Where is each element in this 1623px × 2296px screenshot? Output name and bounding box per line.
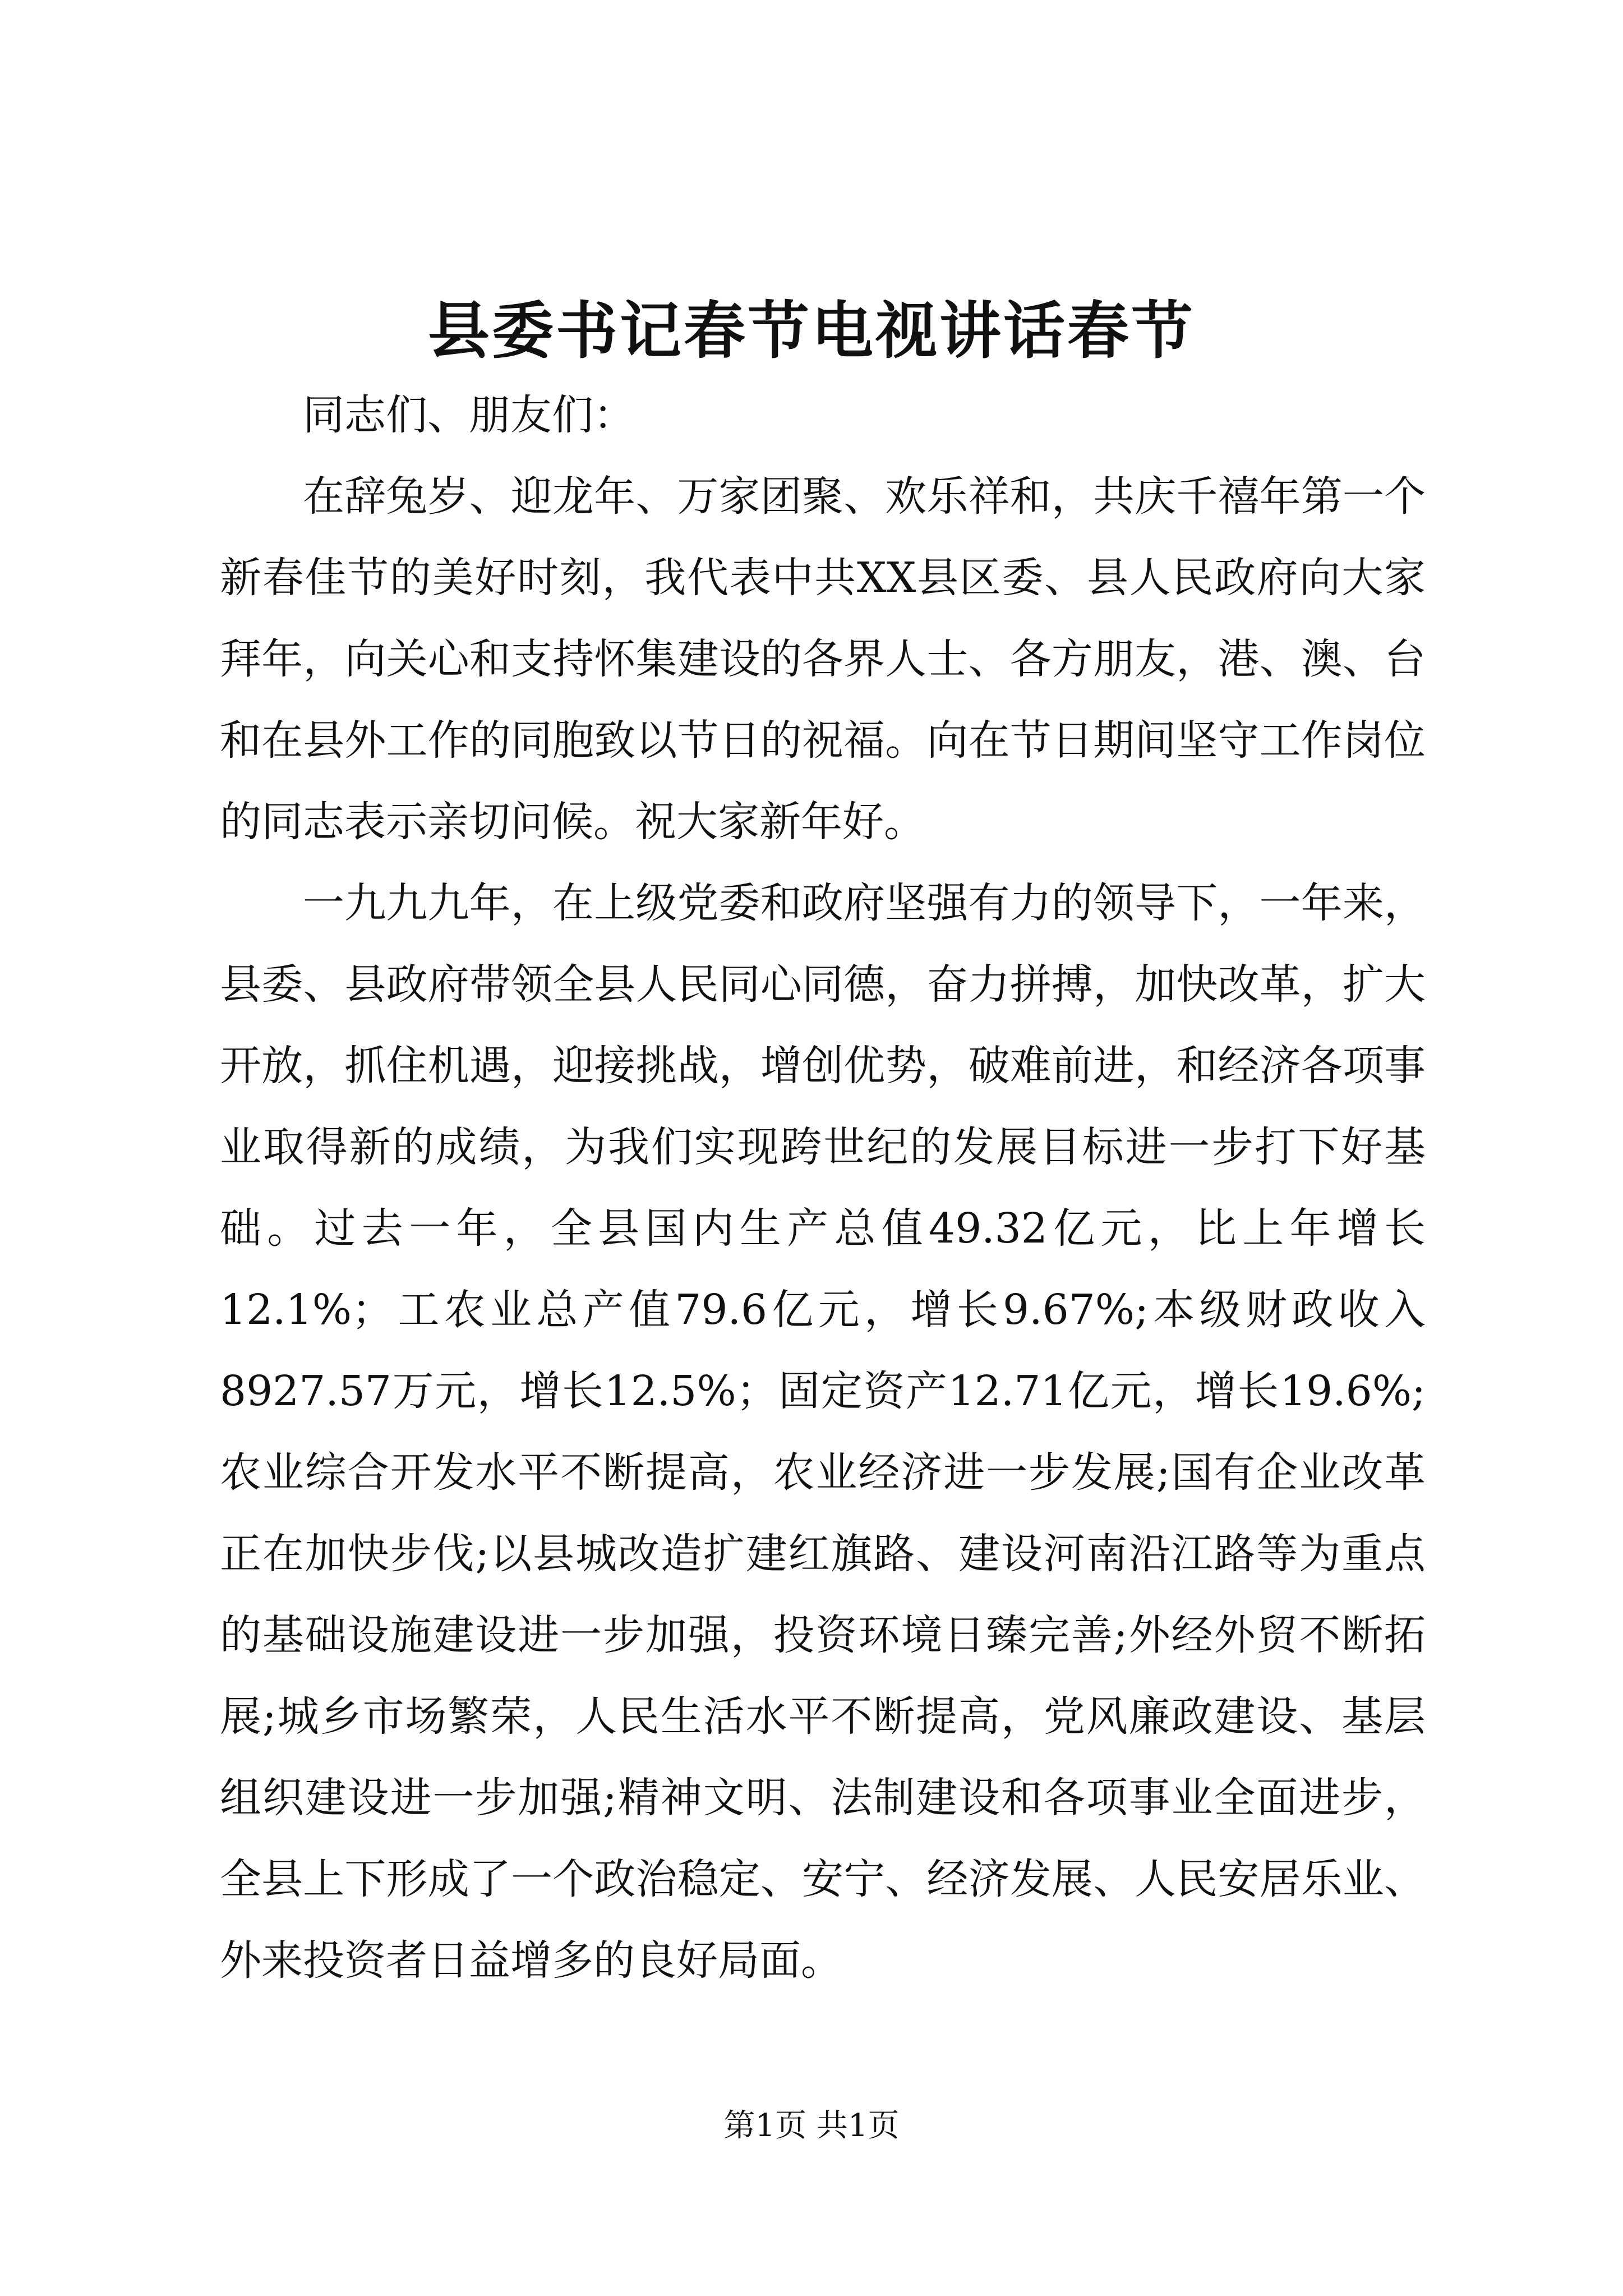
salutation: 同志们、朋友们： (303, 391, 635, 439)
document-title: 县委书记春节电视讲话春节 (428, 295, 1195, 367)
paragraph-review: 一九九九年，在上级党委和政府坚强有力的领导下，一年来，县委、县政府带领全县人民同心同德，奋力拼搏，加快改革，扩大开放，抓住机遇，迎接挑战，增创优势，破难前进，和经济各项事业取得新的成绩，为我们实现跨世纪的发展目标进一步打下好基础。过去一年，全县国内生产总值49.32亿元，比上年增长12.1%；工农业总产值79.6亿元，增长9.67%;本级财政收入8927.57万元，增长12.5%；固定资产12.71亿元，增长19.6%;农业综合开发水平不断提高，农业经济进一步发展;国有企业改革正在加快步伐;以县城改造扩建红旗路、建设河南沿江路等为重点的基础设施建设进一步加强，投资环境日臻完善;外经外贸不断拓展;城乡市场繁荣，人民生活水平不断提高，党风廉政建设、基层组织建设进一步加强;精神文明、法制建设和各项事业全面进步，全县上下形成了一个政治稳定、安宁、经济发展、人民安居乐业、外来投资者日益增多的良好局面。 (220, 879, 1426, 1985)
document-body (220, 375, 1426, 2001)
page-footer: 第1页 共1页 (723, 2108, 900, 2144)
paragraph-greeting: 在辞兔岁、迎龙年、万家团聚、欢乐祥和，共庆千禧年第一个新春佳节的美好时刻，我代表中共XX县区委、县人民政府向大家拜年，向关心和支持怀集建设的各界人士、各方朋友，港、澳、台和在县外工作的同胞致以节日的祝福。向在节日期间坚守工作岗位的同志表示亲切问候。祝大家新年好。 (220, 472, 1426, 846)
